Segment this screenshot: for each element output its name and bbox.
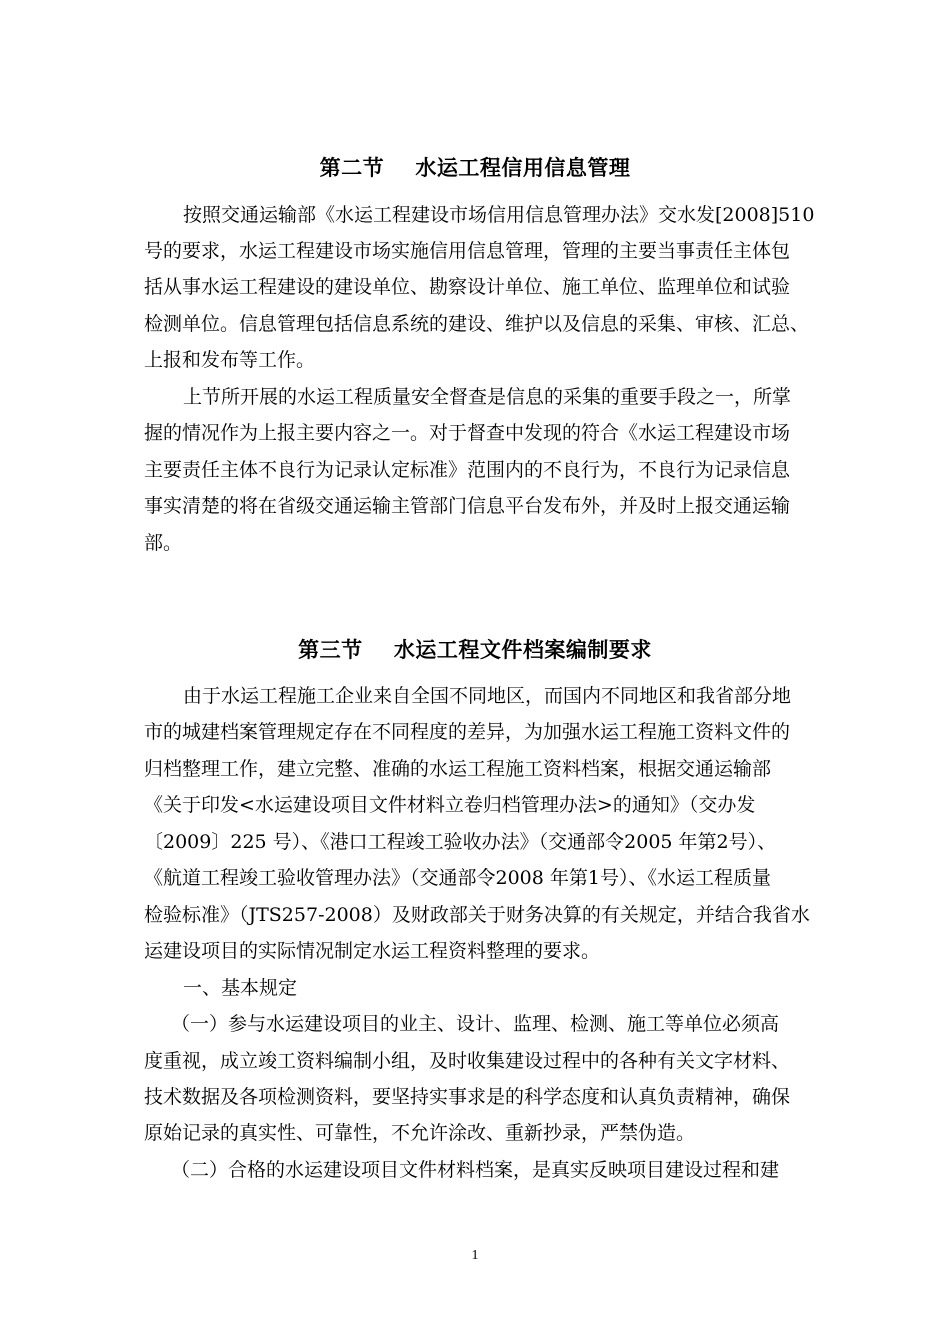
paragraph-line: 上报和发布等工作。 xyxy=(144,349,316,371)
paragraph-line: 事实清楚的将在省级交通运输主管部门信息平台发布外，并及时上报交通运输 xyxy=(144,495,791,517)
paragraph-line: 部。 xyxy=(144,532,183,554)
paragraph-line: 《关于印发<水运建设项目文件材料立卷归档管理办法>的通知》（交办发 xyxy=(144,794,756,816)
page-number: 1 xyxy=(471,1248,479,1263)
paragraph-line: （一）参与水运建设项目的业主、设计、监理、检测、施工等单位必须高 xyxy=(171,1013,780,1035)
paragraph-line: 由于水运工程施工企业来自全国不同地区，而国内不同地区和我省部分地 xyxy=(183,685,792,707)
paragraph-line: 市的城建档案管理规定存在不同程度的差异，为加强水运工程施工资料文件的 xyxy=(144,721,791,743)
section-3-heading: 第三节 水运工程文件档案编制要求 xyxy=(298,638,652,662)
paragraph-line: 〔2009〕225 号）、《港口工程竣工验收办法》（交通部令2005 年第2号）、 xyxy=(144,831,777,853)
paragraph-line: 原始记录的真实性、可靠性，不允许涂改、重新抄录，严禁伪造。 xyxy=(144,1122,696,1144)
paragraph-line: 括从事水运工程建设的建设单位、勘察设计单位、施工单位、监理单位和试验 xyxy=(144,276,791,298)
paragraph-line: 检测单位。信息管理包括信息系统的建设、维护以及信息的采集、审核、汇总、 xyxy=(144,313,810,335)
paragraph-line: （二）合格的水运建设项目文件材料档案，是真实反映项目建设过程和建 xyxy=(171,1159,780,1181)
paragraph-line: 运建设项目的实际情况制定水运工程资料整理的要求。 xyxy=(144,940,601,962)
paragraph-line: 按照交通运输部《水运工程建设市场信用信息管理办法》交水发[2008]510 xyxy=(183,204,815,226)
paragraph-line: 归档整理工作，建立完整、准确的水运工程施工资料档案，根据交通运输部 xyxy=(144,758,772,780)
paragraph-line: 检验标准》（JTS257-2008）及财政部关于财务决算的有关规定，并结合我省水 xyxy=(144,904,810,926)
paragraph-line: 主要责任主体不良行为记录认定标准》范围内的不良行为，不良行为记录信息 xyxy=(144,459,791,481)
paragraph-line: 上节所开展的水运工程质量安全督查是信息的采集的重要手段之一，所掌 xyxy=(183,386,792,408)
paragraph-line: 度重视，成立竣工资料编制小组，及时收集建设过程中的各种有关文字材料、 xyxy=(144,1050,791,1072)
list-heading: 一、基本规定 xyxy=(183,977,298,999)
paragraph-line: 技术数据及各项检测资料，要坚持实事求是的科学态度和认真负责精神，确保 xyxy=(144,1086,791,1108)
paragraph-line: 号的要求，水运工程建设市场实施信用信息管理，管理的主要当事责任主体包 xyxy=(144,240,791,262)
paragraph-line: 握的情况作为上报主要内容之一。对于督查中发现的符合《水运工程建设市场 xyxy=(144,422,791,444)
paragraph-line: 《航道工程竣工验收管理办法》（交通部令2008 年第1号）、《水运工程质量 xyxy=(144,867,771,889)
section-2-heading: 第二节 水运工程信用信息管理 xyxy=(319,156,631,180)
